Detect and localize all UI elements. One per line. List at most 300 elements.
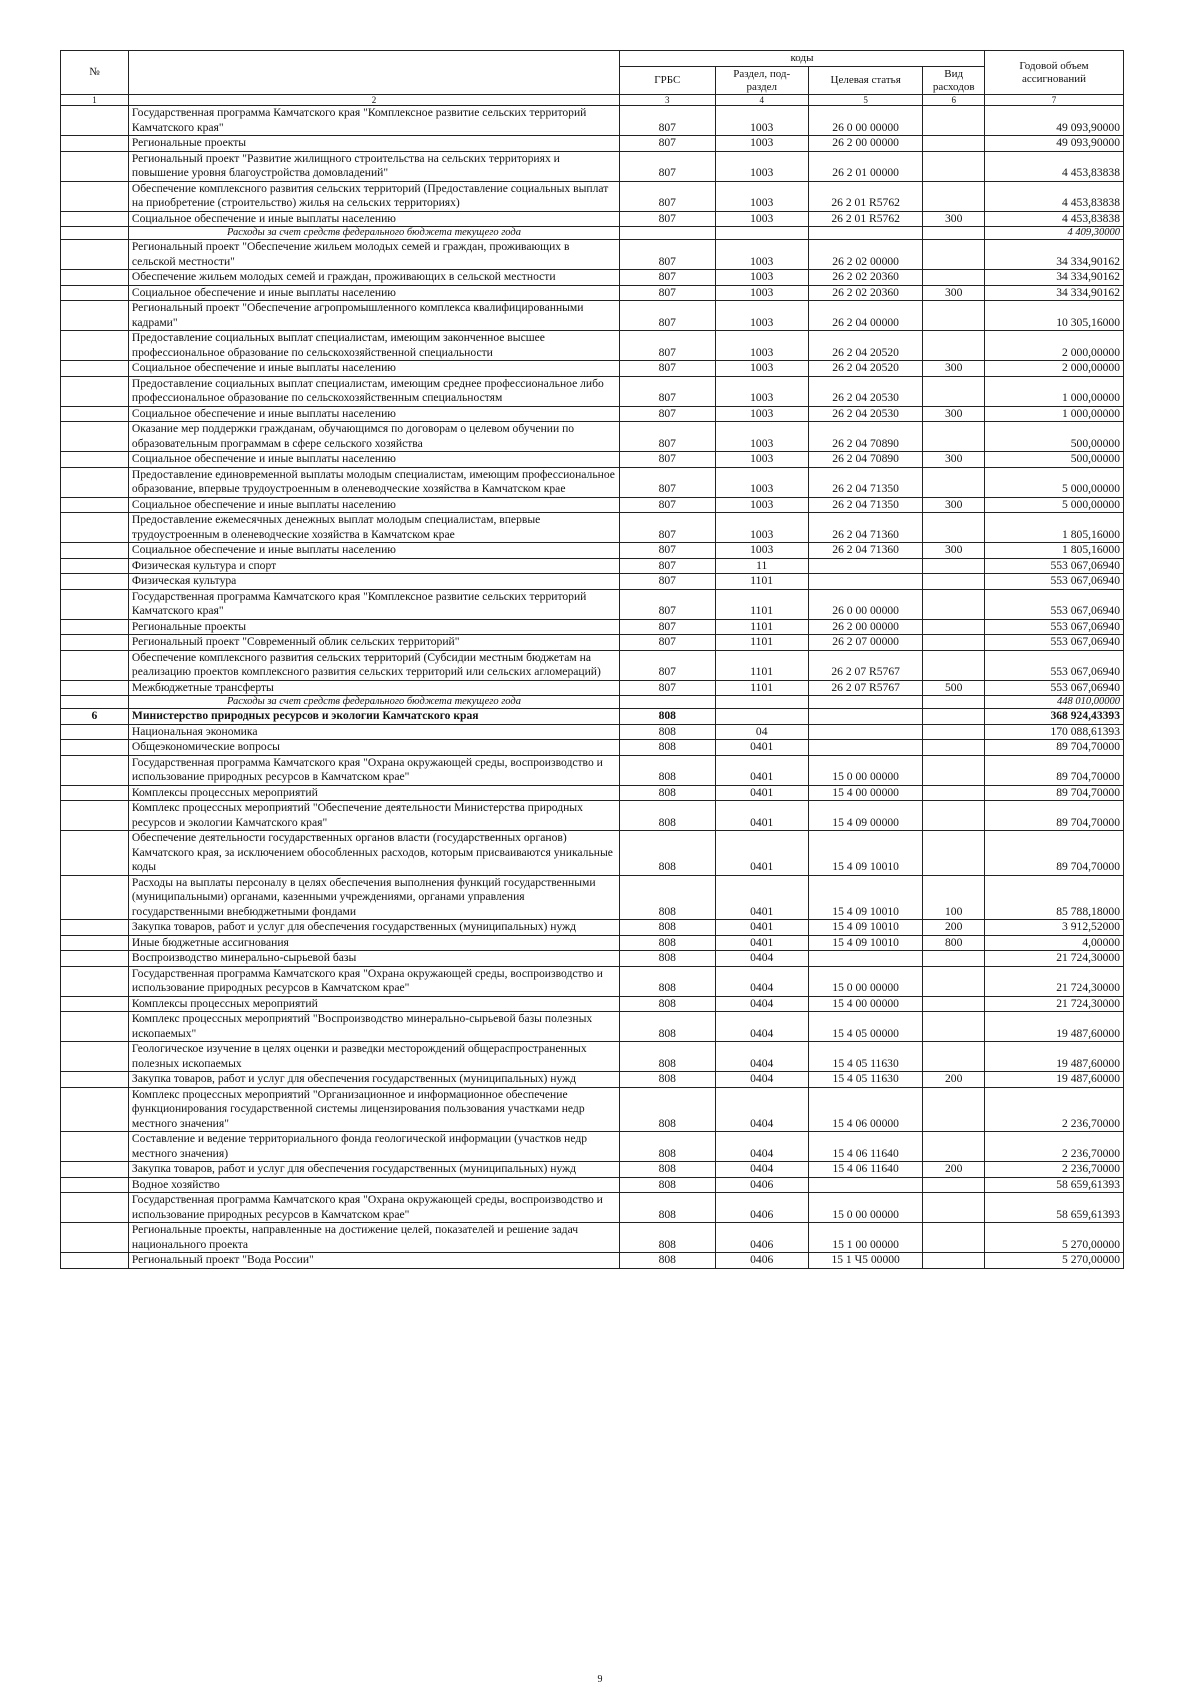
row-razdel: 0406	[715, 1253, 808, 1269]
table-row	[61, 740, 1124, 756]
table-row	[61, 951, 1124, 967]
row-number	[61, 301, 129, 331]
row-vid	[923, 240, 985, 270]
row-number	[61, 966, 129, 996]
row-celevaya: 26 2 04 71360	[808, 513, 923, 543]
row-grbs: 807	[620, 301, 715, 331]
table-row	[61, 589, 1124, 619]
row-razdel: 0404	[715, 1042, 808, 1072]
row-celevaya	[808, 709, 923, 725]
row-name: Государственная программа Камчатского края "Охрана окружающей среды, воспроизводство и использование природных ресурсов в Камчатском крае"	[128, 966, 619, 996]
table-row	[61, 543, 1124, 559]
row-grbs: 808	[620, 785, 715, 801]
row-celevaya: 26 2 07 R5767	[808, 650, 923, 680]
row-grbs	[620, 696, 715, 709]
row-grbs: 807	[620, 497, 715, 513]
row-number	[61, 831, 129, 876]
row-grbs: 808	[620, 1087, 715, 1132]
row-celevaya: 26 2 02 00000	[808, 240, 923, 270]
row-sum: 21 724,30000	[984, 966, 1123, 996]
row-name: Закупка товаров, работ и услуг для обеспечения государственных (муниципальных) нужд	[128, 920, 619, 936]
row-vid	[923, 785, 985, 801]
table-row	[61, 1132, 1124, 1162]
row-vid	[923, 650, 985, 680]
row-sum: 5 270,00000	[984, 1253, 1123, 1269]
row-vid	[923, 724, 985, 740]
row-vid: 100	[923, 875, 985, 920]
row-vid: 800	[923, 935, 985, 951]
row-grbs: 808	[620, 1193, 715, 1223]
row-celevaya: 15 1 Ч5 00000	[808, 1253, 923, 1269]
header-vid: Вид расходов	[923, 67, 985, 95]
row-number	[61, 1087, 129, 1132]
row-grbs: 808	[620, 1012, 715, 1042]
row-razdel: 1003	[715, 376, 808, 406]
row-razdel: 1003	[715, 270, 808, 286]
row-grbs: 808	[620, 1177, 715, 1193]
row-sum: 553 067,06940	[984, 619, 1123, 635]
table-row	[61, 1042, 1124, 1072]
row-sum: 19 487,60000	[984, 1072, 1123, 1088]
table-row	[61, 650, 1124, 680]
row-name: Межбюджетные трансферты	[128, 680, 619, 696]
row-grbs: 808	[620, 1042, 715, 1072]
row-name: Обеспечение жильем молодых семей и граждан, проживающих в сельской местности	[128, 270, 619, 286]
row-name: Государственная программа Камчатского края "Комплексное развитие сельских территорий Камчатского края"	[128, 106, 619, 136]
column-index-row	[61, 95, 1124, 106]
row-grbs: 808	[620, 1162, 715, 1178]
row-razdel: 1003	[715, 211, 808, 227]
row-razdel: 1003	[715, 406, 808, 422]
row-celevaya	[808, 227, 923, 240]
row-number	[61, 574, 129, 590]
row-grbs: 807	[620, 151, 715, 181]
row-grbs: 808	[620, 801, 715, 831]
row-razdel: 11	[715, 558, 808, 574]
row-vid: 300	[923, 285, 985, 301]
row-sum: 4 409,30000	[984, 227, 1123, 240]
row-number	[61, 543, 129, 559]
table-row	[61, 422, 1124, 452]
row-name: Составление и ведение территориального фонда геологической информации (участков недр местного значения)	[128, 1132, 619, 1162]
row-celevaya: 26 2 04 00000	[808, 301, 923, 331]
row-vid: 200	[923, 1072, 985, 1088]
row-celevaya: 15 0 00 00000	[808, 966, 923, 996]
row-grbs: 807	[620, 467, 715, 497]
row-vid	[923, 301, 985, 331]
row-number	[61, 106, 129, 136]
row-razdel: 0404	[715, 1132, 808, 1162]
row-celevaya: 26 0 00 00000	[808, 106, 923, 136]
note-row	[61, 696, 1124, 709]
row-celevaya: 26 2 00 00000	[808, 619, 923, 635]
row-razdel: 0401	[715, 740, 808, 756]
row-sum: 3 912,52000	[984, 920, 1123, 936]
row-grbs: 807	[620, 680, 715, 696]
table-row	[61, 558, 1124, 574]
header-grbs: ГРБС	[620, 67, 715, 95]
row-sum: 58 659,61393	[984, 1177, 1123, 1193]
row-name: Воспроизводство минерально-сырьевой базы	[128, 951, 619, 967]
row-number	[61, 211, 129, 227]
row-name: Физическая культура и спорт	[128, 558, 619, 574]
table-row	[61, 920, 1124, 936]
row-grbs: 807	[620, 619, 715, 635]
row-celevaya: 26 2 04 20520	[808, 361, 923, 377]
row-razdel: 1003	[715, 543, 808, 559]
row-vid: 300	[923, 211, 985, 227]
row-name: Социальное обеспечение и иные выплаты населению	[128, 211, 619, 227]
header-celevaya: Целевая статья	[808, 67, 923, 95]
row-name: Предоставление социальных выплат специалистам, имеющим среднее профессиональное либо профессиональное образование по сельскохозяйственным специальностям	[128, 376, 619, 406]
row-number	[61, 1162, 129, 1178]
row-number	[61, 755, 129, 785]
row-number	[61, 935, 129, 951]
row-vid	[923, 966, 985, 996]
row-number	[61, 619, 129, 635]
row-celevaya: 26 2 01 00000	[808, 151, 923, 181]
row-razdel: 1101	[715, 680, 808, 696]
row-vid: 200	[923, 920, 985, 936]
table-row	[61, 497, 1124, 513]
row-razdel: 1003	[715, 452, 808, 468]
table-row	[61, 875, 1124, 920]
row-sum: 49 093,90000	[984, 136, 1123, 152]
row-vid	[923, 801, 985, 831]
table-row	[61, 680, 1124, 696]
row-sum: 4 453,83838	[984, 211, 1123, 227]
table-row	[61, 1087, 1124, 1132]
table-row	[61, 1162, 1124, 1178]
row-number	[61, 467, 129, 497]
row-name: Комплексы процессных мероприятий	[128, 996, 619, 1012]
row-name: Водное хозяйство	[128, 1177, 619, 1193]
row-grbs: 807	[620, 270, 715, 286]
row-celevaya: 15 4 06 11640	[808, 1162, 923, 1178]
row-number	[61, 635, 129, 651]
row-sum: 500,00000	[984, 422, 1123, 452]
table-body	[61, 106, 1124, 1269]
row-sum: 5 000,00000	[984, 467, 1123, 497]
row-sum: 553 067,06940	[984, 589, 1123, 619]
row-sum: 34 334,90162	[984, 285, 1123, 301]
row-vid	[923, 331, 985, 361]
row-grbs: 807	[620, 136, 715, 152]
table-row	[61, 467, 1124, 497]
row-grbs: 807	[620, 406, 715, 422]
row-name: Государственная программа Камчатского края "Охрана окружающей среды, воспроизводство и использование природных ресурсов в Камчатском крае"	[128, 1193, 619, 1223]
row-number	[61, 920, 129, 936]
row-vid	[923, 1087, 985, 1132]
row-razdel: 1101	[715, 635, 808, 651]
row-grbs: 808	[620, 951, 715, 967]
row-name: Обеспечение комплексного развития сельских территорий (Субсидии местным бюджетам на реализацию проектов комплексного развития сельских территорий или сельских агломераций)	[128, 650, 619, 680]
row-sum: 553 067,06940	[984, 635, 1123, 651]
row-number	[61, 696, 129, 709]
row-vid	[923, 151, 985, 181]
row-celevaya: 15 0 00 00000	[808, 755, 923, 785]
row-sum: 4 453,83838	[984, 151, 1123, 181]
row-vid	[923, 589, 985, 619]
row-vid	[923, 422, 985, 452]
row-number	[61, 1193, 129, 1223]
row-razdel: 1101	[715, 619, 808, 635]
row-name: Предоставление социальных выплат специалистам, имеющим законченное высшее профессиональное образование по сельскохозяйственной специальности	[128, 331, 619, 361]
row-number	[61, 951, 129, 967]
row-razdel: 1101	[715, 650, 808, 680]
row-grbs: 807	[620, 331, 715, 361]
table-row	[61, 270, 1124, 286]
row-grbs: 807	[620, 650, 715, 680]
row-number	[61, 1132, 129, 1162]
row-name: Социальное обеспечение и иные выплаты населению	[128, 406, 619, 422]
table-row	[61, 709, 1124, 725]
row-vid	[923, 558, 985, 574]
row-razdel: 0401	[715, 935, 808, 951]
row-number	[61, 361, 129, 377]
row-sum: 1 805,16000	[984, 543, 1123, 559]
table-row	[61, 1223, 1124, 1253]
table-row	[61, 181, 1124, 211]
row-razdel: 1003	[715, 106, 808, 136]
row-number	[61, 285, 129, 301]
row-celevaya: 26 2 04 71350	[808, 497, 923, 513]
col-index: 4	[715, 95, 808, 106]
row-sum: 21 724,30000	[984, 951, 1123, 967]
row-number	[61, 740, 129, 756]
row-number	[61, 1223, 129, 1253]
table-row	[61, 1072, 1124, 1088]
row-sum: 553 067,06940	[984, 650, 1123, 680]
row-razdel: 0401	[715, 801, 808, 831]
row-vid: 200	[923, 1162, 985, 1178]
row-vid	[923, 270, 985, 286]
row-name: Геологическое изучение в целях оценки и разведки месторождений общераспространенных полезных ископаемых	[128, 1042, 619, 1072]
row-sum: 4,00000	[984, 935, 1123, 951]
row-razdel: 0406	[715, 1177, 808, 1193]
row-celevaya: 26 2 04 20520	[808, 331, 923, 361]
row-name: Региональный проект "Вода России"	[128, 1253, 619, 1269]
row-celevaya: 15 4 00 00000	[808, 996, 923, 1012]
row-razdel: 1003	[715, 240, 808, 270]
row-celevaya	[808, 574, 923, 590]
row-razdel: 1101	[715, 589, 808, 619]
row-grbs: 807	[620, 513, 715, 543]
row-grbs: 808	[620, 740, 715, 756]
row-number	[61, 452, 129, 468]
row-razdel: 1101	[715, 574, 808, 590]
row-celevaya: 15 4 06 00000	[808, 1087, 923, 1132]
row-razdel: 0404	[715, 1162, 808, 1178]
row-sum: 21 724,30000	[984, 996, 1123, 1012]
row-sum: 2 000,00000	[984, 331, 1123, 361]
row-celevaya: 26 2 07 R5767	[808, 680, 923, 696]
row-razdel: 0406	[715, 1193, 808, 1223]
table-row	[61, 966, 1124, 996]
row-number	[61, 1042, 129, 1072]
row-vid	[923, 227, 985, 240]
row-number	[61, 785, 129, 801]
row-celevaya: 15 4 09 10010	[808, 920, 923, 936]
row-celevaya	[808, 1177, 923, 1193]
row-vid	[923, 831, 985, 876]
row-grbs: 807	[620, 558, 715, 574]
row-razdel: 1003	[715, 181, 808, 211]
row-razdel: 0401	[715, 831, 808, 876]
table-row	[61, 106, 1124, 136]
row-sum: 5 270,00000	[984, 1223, 1123, 1253]
row-grbs: 807	[620, 574, 715, 590]
row-celevaya: 26 2 04 70890	[808, 452, 923, 468]
row-grbs: 808	[620, 831, 715, 876]
row-celevaya: 15 4 05 11630	[808, 1042, 923, 1072]
table-row	[61, 1253, 1124, 1269]
row-razdel: 1003	[715, 151, 808, 181]
row-grbs: 807	[620, 240, 715, 270]
row-celevaya: 26 2 02 20360	[808, 270, 923, 286]
row-number	[61, 1012, 129, 1042]
row-vid	[923, 1193, 985, 1223]
row-razdel: 1003	[715, 301, 808, 331]
table-row	[61, 1193, 1124, 1223]
row-name: Общеэкономические вопросы	[128, 740, 619, 756]
row-celevaya: 15 4 09 10010	[808, 875, 923, 920]
row-sum: 19 487,60000	[984, 1012, 1123, 1042]
row-celevaya	[808, 951, 923, 967]
row-number	[61, 1253, 129, 1269]
row-vid	[923, 951, 985, 967]
row-sum: 19 487,60000	[984, 1042, 1123, 1072]
row-grbs: 808	[620, 1253, 715, 1269]
row-number	[61, 1177, 129, 1193]
row-celevaya: 15 4 09 10010	[808, 935, 923, 951]
row-celevaya: 15 4 06 11640	[808, 1132, 923, 1162]
row-name: Предоставление единовременной выплаты молодым специалистам, имеющим профессиональное образование, впервые трудоустроенным в оленеводческие хозяйства в Камчатском крае	[128, 467, 619, 497]
col-index: 5	[808, 95, 923, 106]
row-vid	[923, 1223, 985, 1253]
row-grbs: 808	[620, 1132, 715, 1162]
row-name: Региональные проекты, направленные на достижение целей, показателей и решение задач национального проекта	[128, 1223, 619, 1253]
row-sum: 4 453,83838	[984, 181, 1123, 211]
row-number	[61, 680, 129, 696]
table-row	[61, 785, 1124, 801]
table-row	[61, 513, 1124, 543]
row-razdel: 1003	[715, 513, 808, 543]
row-razdel: 1003	[715, 361, 808, 377]
row-razdel	[715, 227, 808, 240]
row-vid	[923, 755, 985, 785]
table-row	[61, 406, 1124, 422]
row-vid	[923, 996, 985, 1012]
row-name: Социальное обеспечение и иные выплаты населению	[128, 497, 619, 513]
row-grbs: 808	[620, 996, 715, 1012]
row-razdel: 1003	[715, 285, 808, 301]
row-razdel: 1003	[715, 331, 808, 361]
row-celevaya: 15 4 05 11630	[808, 1072, 923, 1088]
row-number	[61, 376, 129, 406]
row-celevaya	[808, 696, 923, 709]
table-row	[61, 211, 1124, 227]
row-celevaya: 15 4 09 00000	[808, 801, 923, 831]
row-name: Региональный проект "Обеспечение агропромышленного комплекса квалифицированными кадрами"	[128, 301, 619, 331]
row-sum: 553 067,06940	[984, 574, 1123, 590]
row-name: Региональные проекты	[128, 619, 619, 635]
row-celevaya: 26 0 00 00000	[808, 589, 923, 619]
row-vid	[923, 740, 985, 756]
row-vid	[923, 106, 985, 136]
row-grbs: 807	[620, 106, 715, 136]
row-vid	[923, 635, 985, 651]
row-sum: 34 334,90162	[984, 240, 1123, 270]
row-celevaya: 26 2 04 20530	[808, 406, 923, 422]
header-codes: коды	[620, 51, 985, 67]
row-grbs: 807	[620, 376, 715, 406]
row-razdel: 1003	[715, 467, 808, 497]
row-razdel: 0401	[715, 785, 808, 801]
row-razdel: 0404	[715, 1012, 808, 1042]
row-celevaya: 26 2 04 71350	[808, 467, 923, 497]
note-row	[61, 227, 1124, 240]
row-grbs: 808	[620, 966, 715, 996]
row-razdel: 0401	[715, 875, 808, 920]
page-number: 9	[597, 1674, 603, 1685]
row-name: Социальное обеспечение и иные выплаты населению	[128, 361, 619, 377]
row-sum: 58 659,61393	[984, 1193, 1123, 1223]
row-grbs: 808	[620, 755, 715, 785]
row-celevaya: 26 2 04 71360	[808, 543, 923, 559]
row-grbs: 807	[620, 543, 715, 559]
table-row	[61, 619, 1124, 635]
table-row	[61, 285, 1124, 301]
row-sum: 368 924,43393	[984, 709, 1123, 725]
row-sum: 89 704,70000	[984, 740, 1123, 756]
header-razdel: Раздел, под-раздел	[715, 67, 808, 95]
row-name: Расходы за счет средств федерального бюджета текущего года	[128, 227, 619, 240]
table-row	[61, 240, 1124, 270]
row-number	[61, 875, 129, 920]
table-row	[61, 935, 1124, 951]
table-row	[61, 1177, 1124, 1193]
row-number	[61, 724, 129, 740]
row-name: Социальное обеспечение и иные выплаты населению	[128, 543, 619, 559]
table-row	[61, 755, 1124, 785]
row-sum: 89 704,70000	[984, 801, 1123, 831]
row-number	[61, 1072, 129, 1088]
row-vid: 300	[923, 452, 985, 468]
table-row	[61, 635, 1124, 651]
row-celevaya: 26 2 04 20530	[808, 376, 923, 406]
row-sum: 5 000,00000	[984, 497, 1123, 513]
row-number	[61, 650, 129, 680]
row-name: Закупка товаров, работ и услуг для обеспечения государственных (муниципальных) нужд	[128, 1162, 619, 1178]
row-name: Физическая культура	[128, 574, 619, 590]
row-razdel: 0406	[715, 1223, 808, 1253]
row-name: Расходы на выплаты персоналу в целях обеспечения выполнения функций государственными (муниципальными) органами, казенными учреждениями, органами управления государственными внебюджетными фондами	[128, 875, 619, 920]
row-vid: 300	[923, 543, 985, 559]
row-number	[61, 151, 129, 181]
row-grbs	[620, 227, 715, 240]
col-index: 6	[923, 95, 985, 106]
row-sum: 1 000,00000	[984, 376, 1123, 406]
row-name: Комплекс процессных мероприятий "Воспроизводство минерально-сырьевой базы полезных ископаемых"	[128, 1012, 619, 1042]
row-grbs: 807	[620, 452, 715, 468]
row-vid	[923, 513, 985, 543]
row-sum: 10 305,16000	[984, 301, 1123, 331]
row-name: Социальное обеспечение и иные выплаты населению	[128, 452, 619, 468]
table-row	[61, 1012, 1124, 1042]
row-razdel: 1003	[715, 497, 808, 513]
table-row	[61, 361, 1124, 377]
